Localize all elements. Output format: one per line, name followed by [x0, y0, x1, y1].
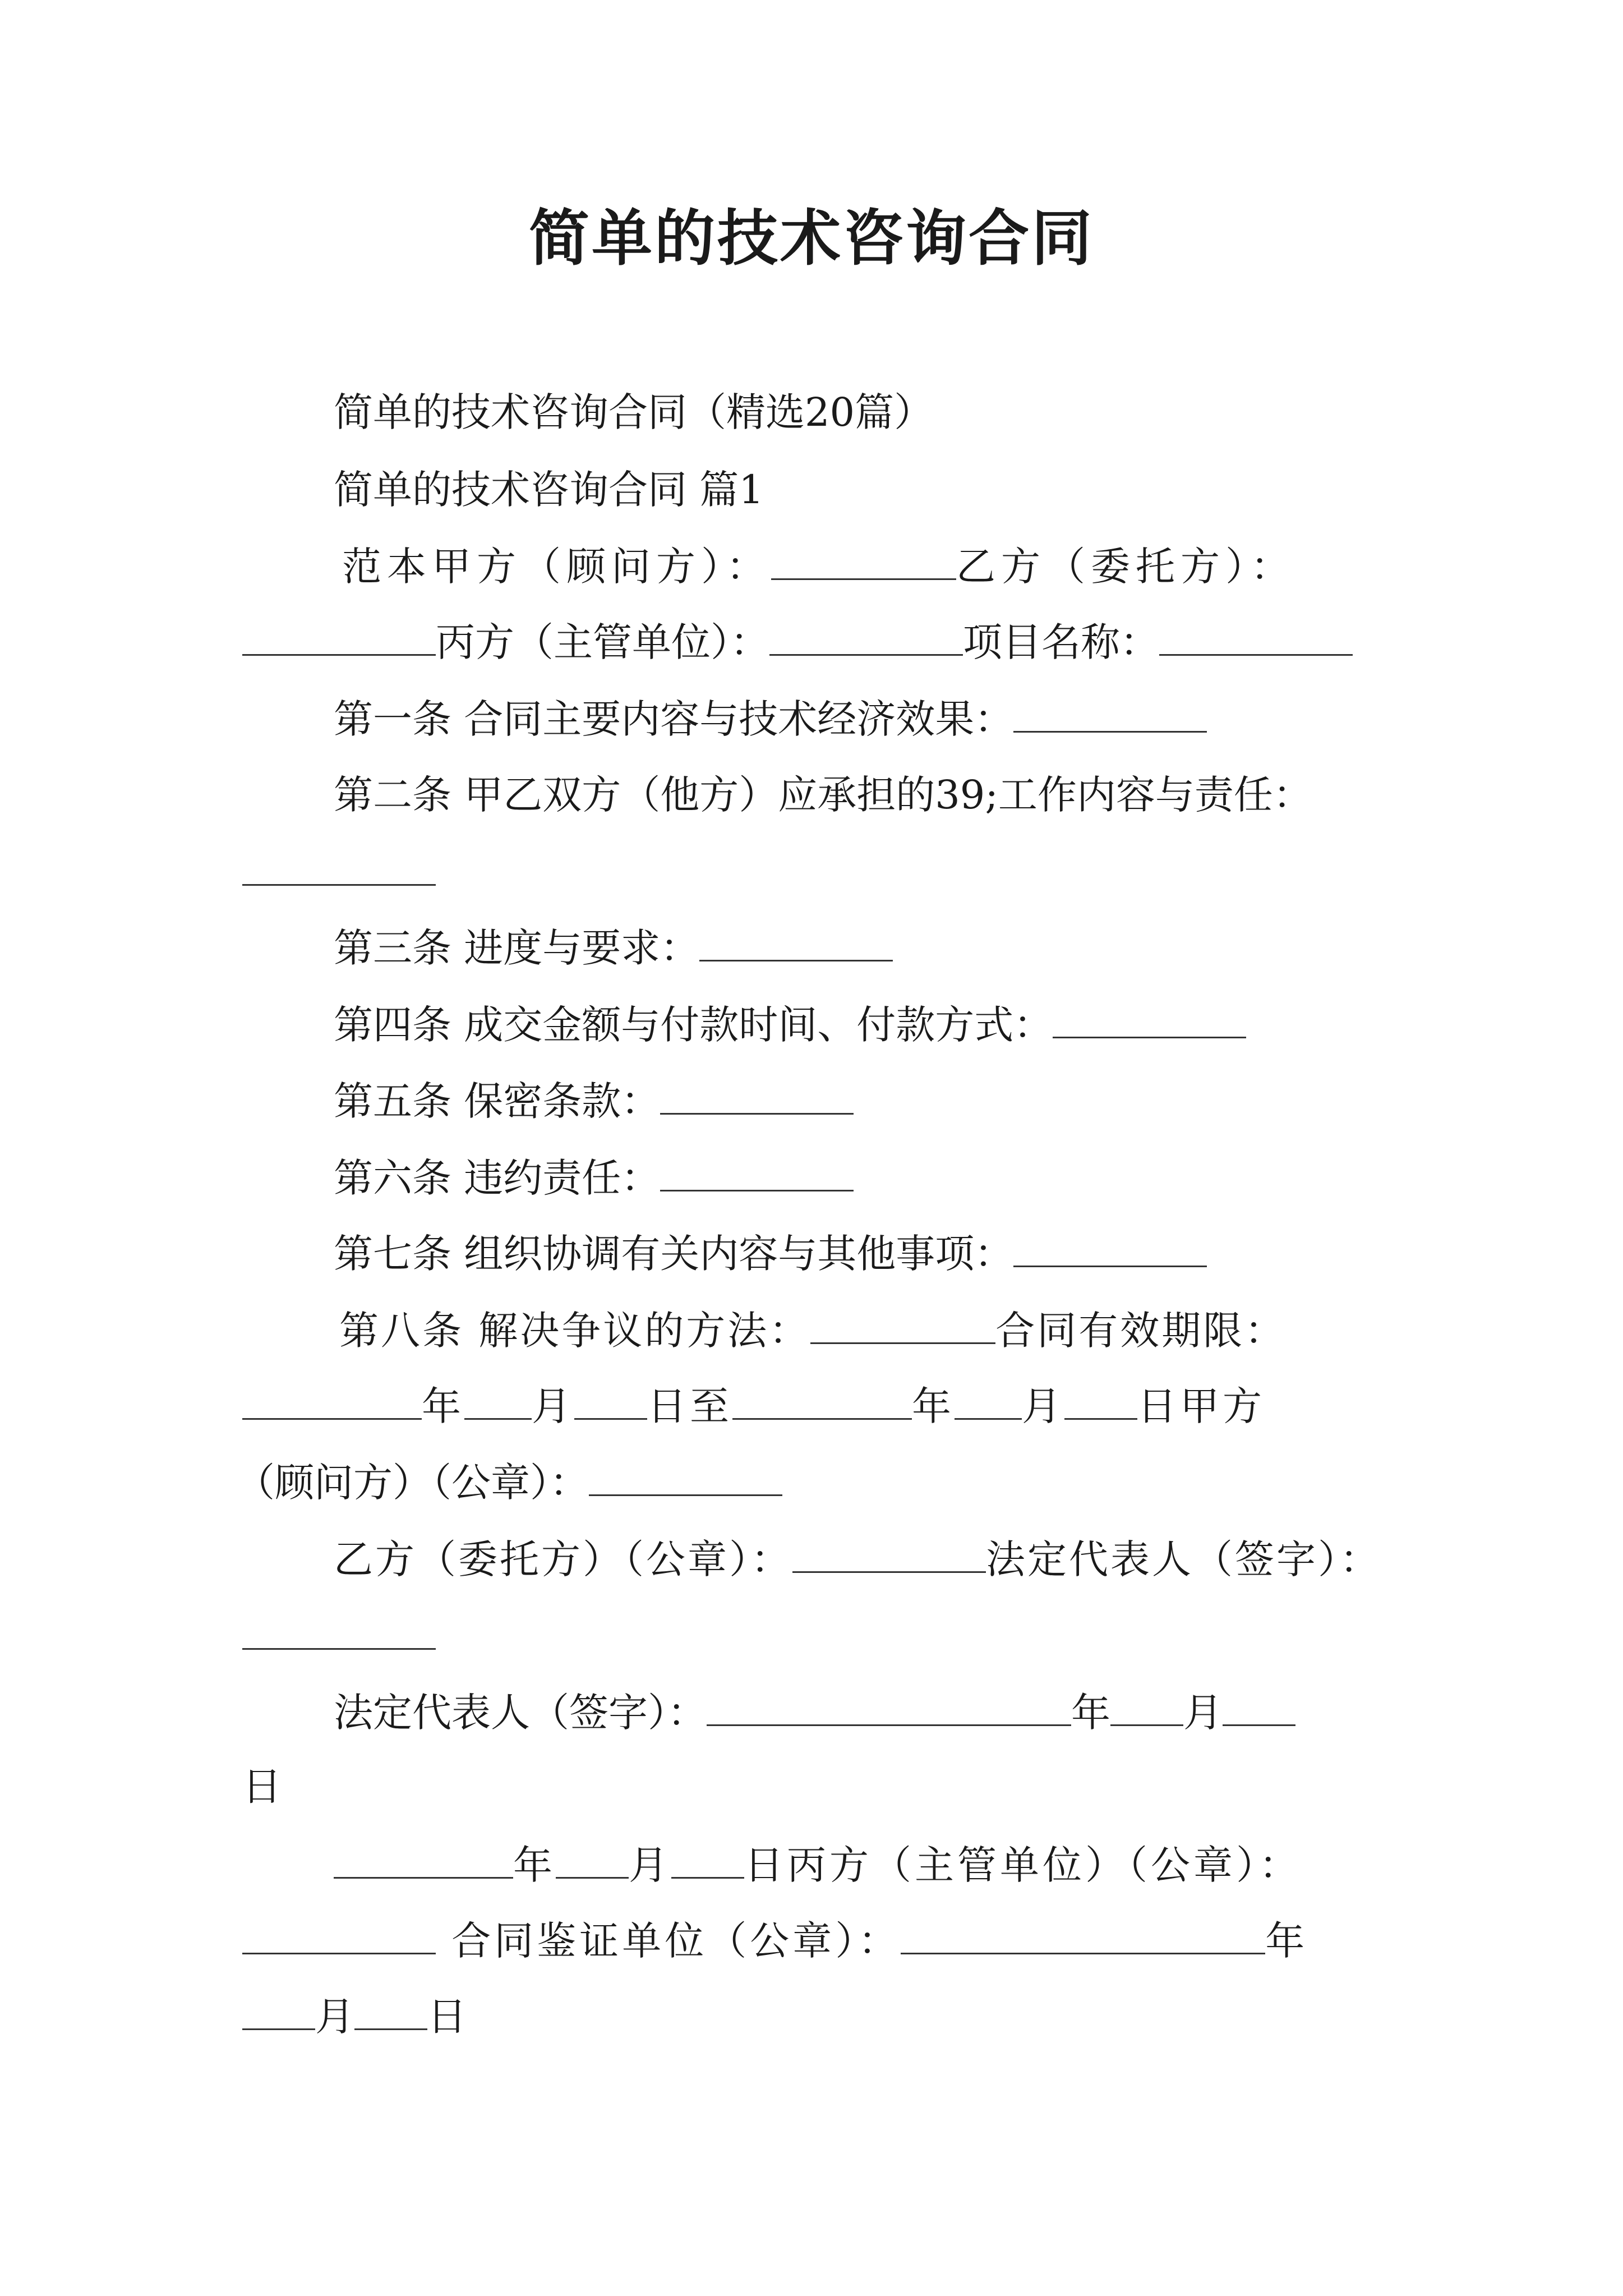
year-label: 年: [422, 1383, 464, 1429]
document-title: 简单的技术咨询合同: [528, 203, 1094, 274]
blank-field: [671, 1842, 744, 1879]
blank-field: [1013, 1231, 1207, 1267]
party-line-2: [242, 617, 1353, 668]
blank-field: [660, 1155, 854, 1191]
party-a-label: 日甲方: [1137, 1383, 1265, 1429]
article-5: [334, 1076, 854, 1126]
section-heading: 简单的技术咨询合同 篇1: [334, 467, 764, 513]
blank-field: [574, 1383, 647, 1420]
blank-field: [1013, 696, 1207, 733]
blank-field: [769, 619, 963, 656]
blank-field: [955, 1383, 1022, 1420]
blank-field: [242, 619, 436, 656]
blank-field: [707, 1690, 1071, 1726]
blank-field: [699, 925, 893, 961]
project-name-label: 项目名称：: [963, 619, 1159, 665]
month-label: 月: [1183, 1690, 1223, 1736]
article-2-blank-line: [242, 847, 436, 898]
blank-field: [732, 1383, 912, 1420]
verify-unit-label: 合同鉴证单位（公章）：: [451, 1918, 901, 1964]
article-7: [334, 1228, 1207, 1279]
party-b-label: 乙方（委托方）：: [956, 544, 1295, 590]
blank-field: [242, 1918, 436, 1954]
party-a-seal-line: [236, 1457, 782, 1508]
blank-field: [242, 849, 436, 886]
month-label: 月: [532, 1383, 574, 1429]
party-c-seal-line: [334, 1840, 1302, 1890]
blank-field: [660, 1078, 854, 1115]
blank-field: [334, 1842, 513, 1879]
month-label: 月: [629, 1842, 671, 1888]
blank-field: [1223, 1690, 1295, 1726]
article-5-text: 第五条 保密条款：: [334, 1078, 661, 1124]
blank-field: [242, 1994, 315, 2030]
legal-rep-label: 法定代表人（签字）：: [334, 1690, 707, 1736]
legal-rep-blank-line: [242, 1611, 436, 1662]
day-label: 日: [242, 1764, 282, 1810]
blank-field: [1064, 1383, 1137, 1420]
blank-field: [242, 1613, 436, 1650]
party-b-seal-line: [334, 1534, 1381, 1585]
article-4: [334, 1000, 1246, 1050]
party-c-label: 丙方（主管单位）：: [436, 619, 769, 665]
party-a-seal-label: （顾问方）（公章）：: [236, 1460, 589, 1506]
article-1: [334, 694, 1207, 744]
article-8: [339, 1305, 1286, 1356]
article-2: [334, 770, 1312, 820]
article-6: [334, 1153, 854, 1203]
blank-field: [1053, 1002, 1246, 1038]
article-4-text: 第四条 成交金额与付款时间、付款方式：: [334, 1002, 1053, 1048]
blank-field: [810, 1308, 995, 1344]
article-3: [334, 923, 893, 973]
day-line: [242, 1761, 282, 1812]
month-label: 月: [315, 1994, 354, 2040]
final-date-line: [242, 1991, 467, 2042]
document-subtitle: 简单的技术咨询合同（精选20篇）: [334, 389, 934, 435]
blank-field: [589, 1460, 782, 1496]
year-label: 年: [1265, 1918, 1308, 1964]
article-7-text: 第七条 组织协调有关内容与其他事项：: [334, 1231, 1014, 1277]
article-8-text: 第八条 解决争议的方法：: [339, 1308, 811, 1354]
validity-label: 合同有效期限：: [995, 1308, 1287, 1354]
blank-field: [556, 1842, 629, 1879]
party-b-seal-label: 乙方（委托方）（公章）：: [334, 1536, 792, 1582]
article-2-text: 第二条 甲乙双方（他方）应承担的39;工作内容与责任：: [334, 772, 1312, 818]
legal-rep-line: [334, 1687, 1295, 1738]
blank-field: [1110, 1690, 1183, 1726]
party-c-seal-label: 日丙方（主管单位）（公章）：: [744, 1842, 1302, 1888]
article-3-text: 第三条 进度与要求：: [334, 925, 700, 971]
blank-field: [354, 1994, 427, 2030]
party-a-label: 范本甲方（顾问方）：: [342, 544, 771, 590]
blank-field: [792, 1536, 986, 1573]
legal-rep-label: 法定代表人（签字）：: [986, 1536, 1381, 1582]
year-label: 年: [912, 1383, 955, 1429]
party-line-1: [342, 541, 1295, 592]
day-label: 日: [427, 1994, 467, 2040]
day-to-label: 日至: [647, 1383, 732, 1429]
validity-date-line: [242, 1381, 1265, 1432]
blank-field: [242, 1383, 422, 1420]
article-6-text: 第六条 违约责任：: [334, 1155, 661, 1201]
blank-field: [771, 544, 956, 580]
verify-unit-line: [242, 1916, 1308, 1966]
blank-field: [1159, 619, 1353, 656]
year-label: 年: [513, 1842, 556, 1888]
year-label: 年: [1071, 1690, 1110, 1736]
article-1-text: 第一条 合同主要内容与技术经济效果：: [334, 696, 1014, 742]
blank-field: [901, 1918, 1265, 1954]
month-label: 月: [1022, 1383, 1064, 1429]
blank-field: [464, 1383, 532, 1420]
